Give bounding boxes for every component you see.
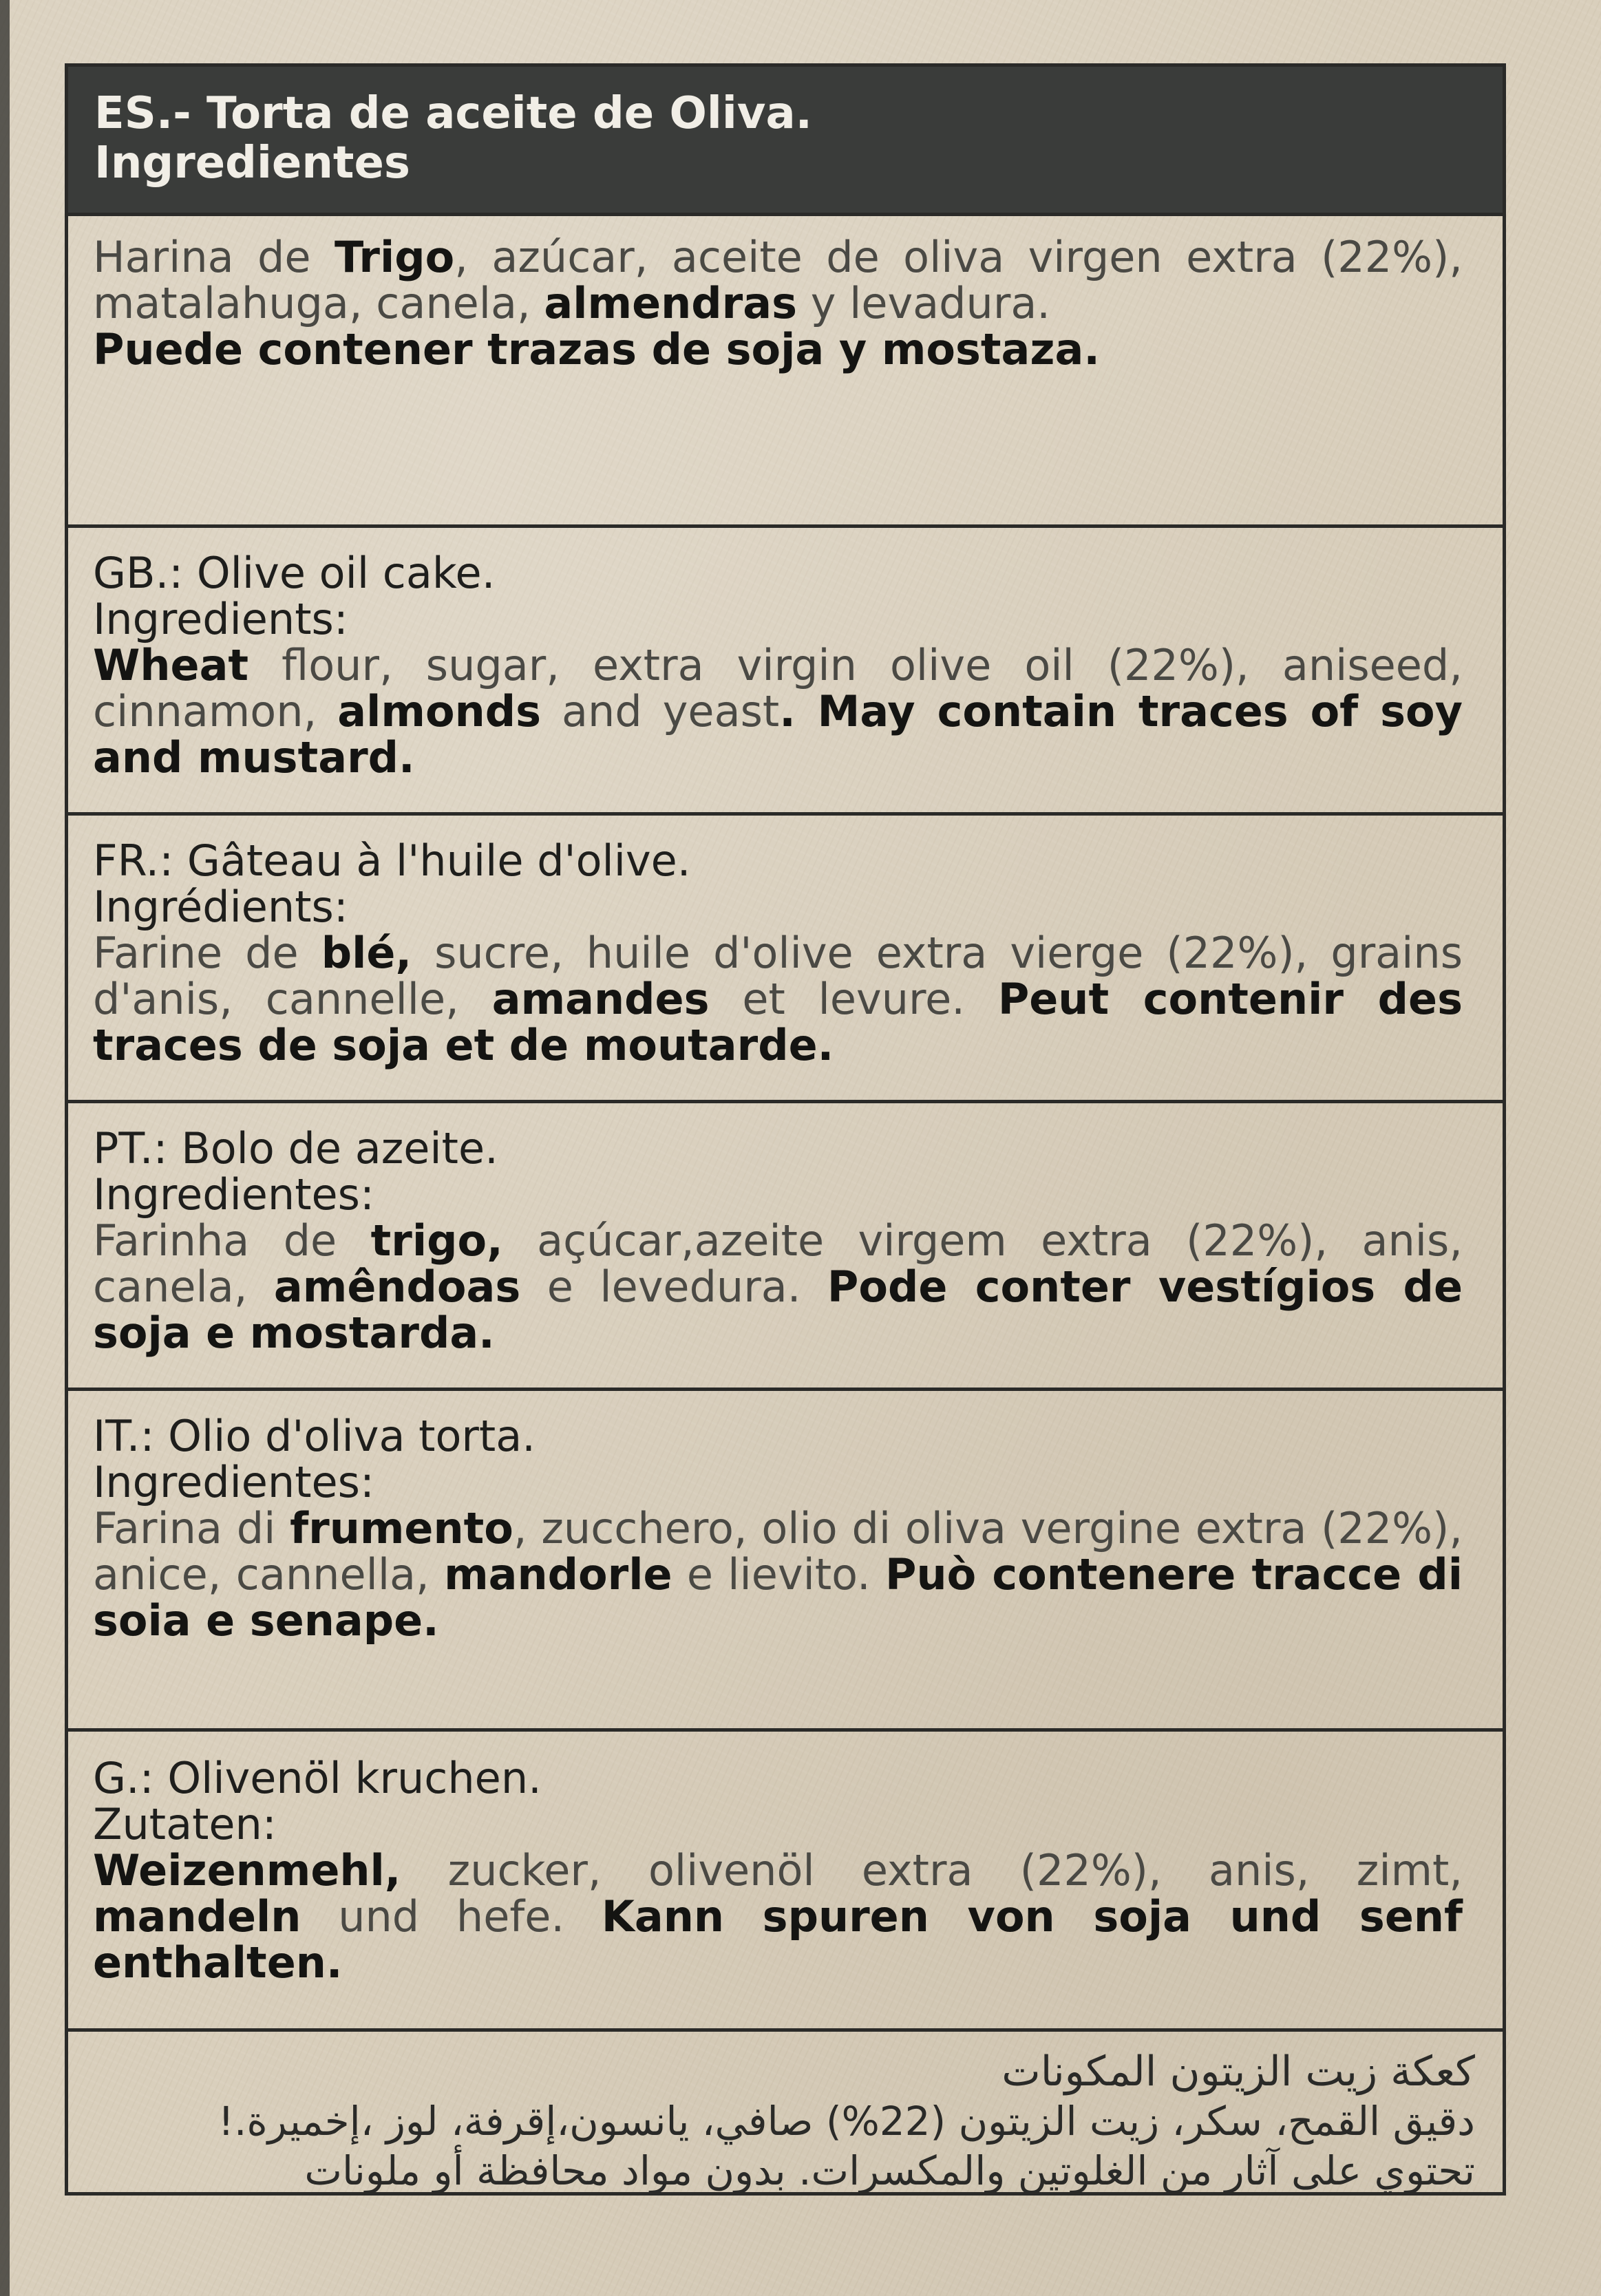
text-segment: and yeast	[541, 686, 780, 736]
french-title: FR.: Gâteau à l'huile d'olive.	[93, 836, 691, 886]
text-segment: y levadura.	[797, 278, 1051, 328]
text-segment: Farinha de	[93, 1215, 371, 1266]
allergen-segment: mandorle	[444, 1549, 672, 1599]
section-french	[68, 812, 1503, 1100]
text-segment: et levure.	[709, 974, 998, 1024]
spanish-ingredients-text	[93, 234, 1463, 372]
italian-ingredients-heading: Ingredientes:	[93, 1457, 374, 1507]
text-segment: Harina de	[93, 232, 335, 282]
section-portuguese	[68, 1100, 1503, 1388]
text-segment: açúcar,azeite virgem extra (22%), anis, canela,	[93, 1215, 1463, 1312]
section-arabic	[68, 2028, 1503, 2199]
allergen-warning: Puede contener trazas de soja y mostaza.	[93, 324, 1100, 374]
text-segment: Farine de	[93, 928, 321, 978]
allergen-segment: almendras	[544, 278, 798, 328]
spanish-header	[68, 67, 1503, 213]
section-italian	[68, 1388, 1503, 1728]
allergen-segment: amandes	[491, 974, 710, 1024]
text-segment: , zucchero, olio di oliva vergine extra (22%), anice, cannella,	[93, 1503, 1463, 1599]
allergen-segment: Trigo	[334, 232, 455, 282]
german-ingredients-heading: Zutaten:	[93, 1799, 277, 1849]
ingredients-table	[65, 63, 1506, 2196]
text-segment: flour, sugar, extra virgin olive oil (22%), aniseed, cinnamon,	[93, 640, 1463, 736]
text-segment: , azúcar, aceite de oliva virgen extra (22%), matalahuga, canela,	[93, 232, 1463, 328]
allergen-segment: trigo,	[370, 1215, 503, 1266]
arabic-allergen-warning: تحتوي على آثار من الغلوتين والمكسرات. بدون مواد محافظة أو ملونات	[304, 2147, 1475, 2194]
allergen-segment: frumento	[290, 1503, 513, 1553]
portuguese-ingredients-heading: Ingredientes:	[93, 1169, 374, 1220]
allergen-warning: Può contenere tracce di soia e senape.	[93, 1549, 1463, 1646]
allergen-warning: Kann spuren von soja und senf enthalten.	[93, 1891, 1463, 1988]
english-ingredients-text	[93, 640, 1463, 783]
text-segment: Farina di	[93, 1503, 290, 1553]
text-segment: und hefe.	[301, 1891, 602, 1942]
text-segment: e levedura.	[520, 1262, 827, 1312]
german-title: G.: Olivenöl kruchen.	[93, 1753, 542, 1803]
portuguese-ingredients-text	[93, 1215, 1463, 1358]
text-segment: e lievito.	[672, 1549, 885, 1599]
french-ingredients-heading: Ingrédients:	[93, 882, 348, 932]
allergen-segment: mandeln	[93, 1891, 301, 1942]
allergen-warning: Pode conter vestígios de soja e mostarda.	[93, 1262, 1463, 1358]
english-title: GB.: Olive oil cake.	[93, 548, 496, 598]
spanish-title: ES.- Torta de aceite de Oliva.	[94, 88, 812, 139]
portuguese-title: PT.: Bolo de azeite.	[93, 1123, 498, 1173]
section-german	[68, 1728, 1503, 2028]
spanish-ingredients-heading: Ingredientes	[94, 138, 410, 189]
allergen-segment: blé,	[321, 928, 412, 978]
german-ingredients-text	[93, 1847, 1463, 1986]
arabic-title: كعكة زيت الزيتون المكونات	[1001, 2048, 1475, 2096]
allergen-warning: . May contain traces of soy and mustard.	[93, 686, 1463, 783]
allergen-segment: amêndoas	[273, 1262, 521, 1312]
text-segment: sucre, huile d'olive extra vierge (22%), grains d'anis, cannelle,	[93, 928, 1463, 1024]
italian-title: IT.: Olio d'oliva torta.	[93, 1411, 536, 1461]
allergen-segment: Wheat	[93, 640, 249, 690]
section-spanish	[68, 213, 1503, 524]
allergen-segment: almonds	[337, 686, 541, 736]
allergen-segment: Weizenmehl,	[93, 1845, 401, 1895]
italian-ingredients-text	[93, 1505, 1463, 1644]
english-ingredients-heading: Ingredients:	[93, 594, 348, 644]
allergen-warning: Peut contenir des traces de soja et de moutarde.	[93, 974, 1463, 1070]
package-edge	[0, 0, 10, 2296]
arabic-ingredients-text: دقيق القمح، سكر، زيت الزيتون (22%) صافي، يانسون،إقرفة، لوز ،إخميرة.!	[218, 2098, 1475, 2145]
section-english	[68, 524, 1503, 812]
text-segment: zucker, olivenöl extra (22%), anis, zimt,	[401, 1845, 1463, 1895]
french-ingredients-text	[93, 930, 1463, 1068]
